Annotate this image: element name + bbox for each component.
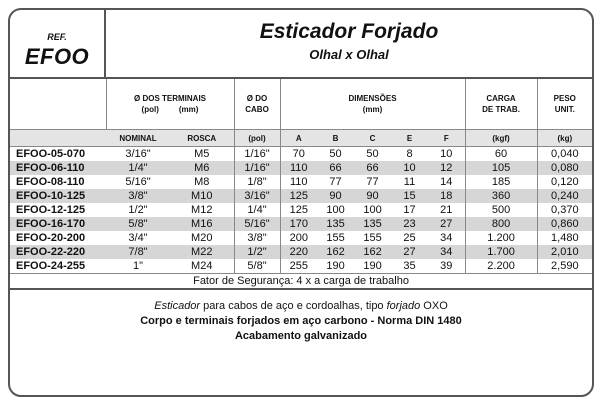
row-ref-code: EFOO-20-200 (16, 232, 86, 244)
row-cell-b: 90 (317, 189, 354, 203)
row-cell-c: 100 (363, 204, 382, 216)
row-cell-e: 15 (391, 189, 428, 203)
row-cell-nominal: 1/2" (128, 204, 148, 216)
row-cell-c: 77 (366, 176, 379, 188)
col-dimensions-unit: (mm) (362, 105, 383, 114)
row-cell-b: 155 (326, 232, 345, 244)
row-cell-a: 125 (289, 204, 308, 216)
subheader-cell: A (280, 130, 317, 147)
product-subtitle: Olhal x Olhal (309, 47, 389, 62)
subheader-cell: B (317, 130, 354, 147)
table-row (10, 259, 592, 274)
table-row (10, 217, 592, 231)
row-ref-code: EFOO-12-125 (16, 204, 86, 216)
row-cell-cabo: 1/16" (234, 147, 280, 162)
table-row (10, 245, 592, 259)
note-line-2: Corpo e terminais forjados em aço carbono - Norma DIN 1480 (140, 315, 462, 327)
row-cell-e: 11 (403, 176, 416, 188)
row-cell-cabo: 1/2" (234, 245, 280, 259)
col-mm-unit: (mm) (178, 105, 199, 114)
col-diam-cable (234, 79, 280, 130)
row-cell-carga: 185 (465, 175, 537, 189)
row-cell-peso: 0,080 (537, 161, 592, 175)
row-cell-e: 27 (391, 245, 428, 259)
col-weight-label-2: UNIT. (554, 105, 575, 114)
subheader-cell: E (391, 130, 428, 147)
row-cell-a: 125 (280, 189, 317, 203)
row-cell-b: 100 (326, 204, 345, 216)
product-title: Esticador Forjado (259, 20, 439, 43)
subheader-cell: F (428, 130, 465, 147)
row-cell-nominal: 3/4" (128, 232, 148, 244)
sheet-header (10, 10, 592, 79)
row-cell-c: 135 (354, 217, 391, 231)
row-ref-code: EFOO-05-070 (16, 148, 86, 160)
col-load-label-1: CARGA (486, 94, 516, 103)
row-cell-cabo: 3/8" (234, 231, 280, 245)
row-cell-rosca: M20 (170, 231, 234, 245)
row-cell-carga: 2.200 (465, 259, 537, 274)
row-cell-peso: 0,240 (537, 189, 592, 203)
row-cell-f: 27 (428, 217, 465, 231)
row-cell-f: 34 (428, 245, 465, 259)
row-cell-f: 12 (428, 161, 465, 175)
subheader-cell: (kg) (537, 130, 592, 147)
ref-box (10, 10, 106, 77)
row-cell-rosca: M22 (170, 245, 234, 259)
row-cell-a: 220 (280, 245, 317, 259)
row-cell-a: 170 (280, 217, 317, 231)
row-cell-nominal: 5/8" (106, 217, 170, 231)
table-row (10, 189, 592, 203)
table-row (10, 147, 592, 162)
col-diam-terminals (106, 79, 234, 130)
table-row (10, 203, 592, 217)
row-cell-peso: 0,040 (551, 148, 579, 160)
row-cell-rosca: M6 (170, 161, 234, 175)
row-cell-a: 110 (280, 161, 317, 175)
row-cell-f: 39 (428, 259, 465, 274)
subheader-cell: NOMINAL (106, 130, 170, 147)
spec-table (10, 79, 592, 290)
row-cell-e: 10 (391, 161, 428, 175)
row-cell-nominal: 1/4" (106, 161, 170, 175)
row-ref-code: EFOO-10-125 (10, 189, 106, 203)
row-cell-rosca: M5 (170, 147, 234, 162)
row-cell-f: 21 (428, 203, 465, 217)
row-cell-carga: 360 (465, 189, 537, 203)
row-cell-nominal: 3/16" (125, 148, 151, 160)
row-cell-rosca: M12 (170, 203, 234, 217)
row-cell-f: 10 (428, 147, 465, 162)
row-ref-code: EFOO-22-220 (10, 245, 106, 259)
col-pol-unit: (pol) (141, 105, 159, 114)
row-ref-code: EFOO-16-170 (10, 217, 106, 231)
data-rows (10, 147, 592, 274)
row-cell-cabo: 3/16" (234, 189, 280, 203)
row-cell-cabo: 5/8" (234, 259, 280, 274)
subheader-cell: (kgf) (465, 130, 537, 147)
note-line-1 (10, 299, 592, 314)
row-cell-a: 70 (292, 148, 305, 160)
col-dimensions-label: DIMENSÕES (348, 94, 397, 103)
row-cell-cabo: 5/16" (234, 217, 280, 231)
col-weight (537, 79, 592, 130)
subheader-spacer (10, 130, 106, 147)
row-cell-peso: 0,120 (551, 176, 579, 188)
row-cell-peso: 0,370 (551, 204, 579, 216)
row-cell-e: 23 (391, 217, 428, 231)
row-cell-e: 17 (403, 204, 416, 216)
col-load-label-2: DE TRAB. (482, 105, 520, 114)
subheader-row (10, 130, 592, 147)
row-cell-peso: 2,010 (537, 245, 592, 259)
ref-label: REF. (47, 32, 67, 42)
safety-factor: Fator de Segurança: 4 x a carga de trabalho (10, 274, 592, 290)
row-cell-cabo: 1/8" (234, 175, 280, 189)
row-cell-carga: 1.700 (465, 245, 537, 259)
row-cell-c: 90 (354, 189, 391, 203)
col-diam-terminals-label: Ø DOS TERMINAIS (134, 94, 207, 103)
row-cell-carga: 1.200 (465, 231, 537, 245)
row-cell-cabo: 1/16" (234, 161, 280, 175)
row-cell-rosca: M24 (170, 259, 234, 274)
row-cell-f: 18 (428, 189, 465, 203)
spec-sheet (8, 8, 594, 397)
row-cell-a: 110 (289, 176, 308, 188)
row-cell-peso: 1,480 (551, 232, 579, 244)
row-cell-e: 8 (406, 148, 413, 160)
subheader-cell: ROSCA (170, 130, 234, 147)
row-ref-code: EFOO-24-255 (16, 260, 86, 272)
note-word-esticador: Esticador (154, 300, 201, 312)
row-cell-f: 14 (428, 175, 465, 189)
ref-code: EFOO (24, 44, 90, 69)
row-cell-rosca: M10 (170, 189, 234, 203)
row-cell-carga: 800 (465, 217, 537, 231)
row-cell-peso: 0,860 (537, 217, 592, 231)
row-cell-carga: 105 (465, 161, 537, 175)
note-text-2: OXO (420, 300, 448, 312)
title-box (106, 10, 592, 77)
column-header-row (10, 79, 592, 130)
row-cell-b: 135 (317, 217, 354, 231)
subheader-cell: C (354, 130, 391, 147)
note-text-1: para cabos de aço e cordoalhas, tipo (200, 300, 387, 312)
note-word-forjado: forjado (386, 300, 421, 312)
row-cell-c: 190 (363, 260, 382, 272)
row-cell-b: 162 (317, 245, 354, 259)
table-row (10, 175, 592, 189)
note-line-3: Acabamento galvanizado (234, 330, 368, 342)
row-cell-rosca: M16 (170, 217, 234, 231)
col-weight-label-1: PESO (553, 94, 576, 103)
row-cell-f: 34 (428, 231, 465, 245)
row-cell-b: 77 (329, 176, 342, 188)
col-diam-cable-label: Ø DO (246, 94, 268, 103)
col-dimensions (280, 79, 465, 130)
row-cell-nominal: 1" (132, 260, 144, 272)
row-cell-rosca: M8 (170, 175, 234, 189)
subheader-cell: (pol) (234, 130, 280, 147)
row-cell-b: 50 (329, 148, 342, 160)
row-cell-c: 162 (354, 245, 391, 259)
row-cell-e: 25 (403, 232, 416, 244)
row-cell-nominal: 7/8" (106, 245, 170, 259)
col-cable-label: CABO (245, 105, 269, 114)
row-cell-c: 155 (363, 232, 382, 244)
row-cell-carga: 500 (465, 203, 537, 217)
row-cell-a: 200 (289, 232, 308, 244)
row-ref-code: EFOO-06-110 (10, 161, 106, 175)
row-cell-b: 190 (326, 260, 345, 272)
row-cell-e: 35 (403, 260, 416, 272)
row-cell-c: 66 (354, 161, 391, 175)
row-cell-nominal: 5/16" (125, 176, 151, 188)
notes (10, 290, 592, 344)
table-row (10, 161, 592, 175)
ref-col-spacer (10, 79, 106, 130)
row-ref-code: EFOO-08-110 (16, 176, 85, 188)
safety-row (10, 274, 592, 290)
table-row (10, 231, 592, 245)
row-cell-nominal: 3/8" (106, 189, 170, 203)
row-cell-a: 255 (289, 260, 308, 272)
row-cell-c: 50 (366, 148, 379, 160)
row-cell-carga: 60 (465, 147, 537, 162)
col-load (465, 79, 537, 130)
row-cell-cabo: 1/4" (234, 203, 280, 217)
row-cell-b: 66 (317, 161, 354, 175)
row-cell-peso: 2,590 (551, 260, 579, 272)
